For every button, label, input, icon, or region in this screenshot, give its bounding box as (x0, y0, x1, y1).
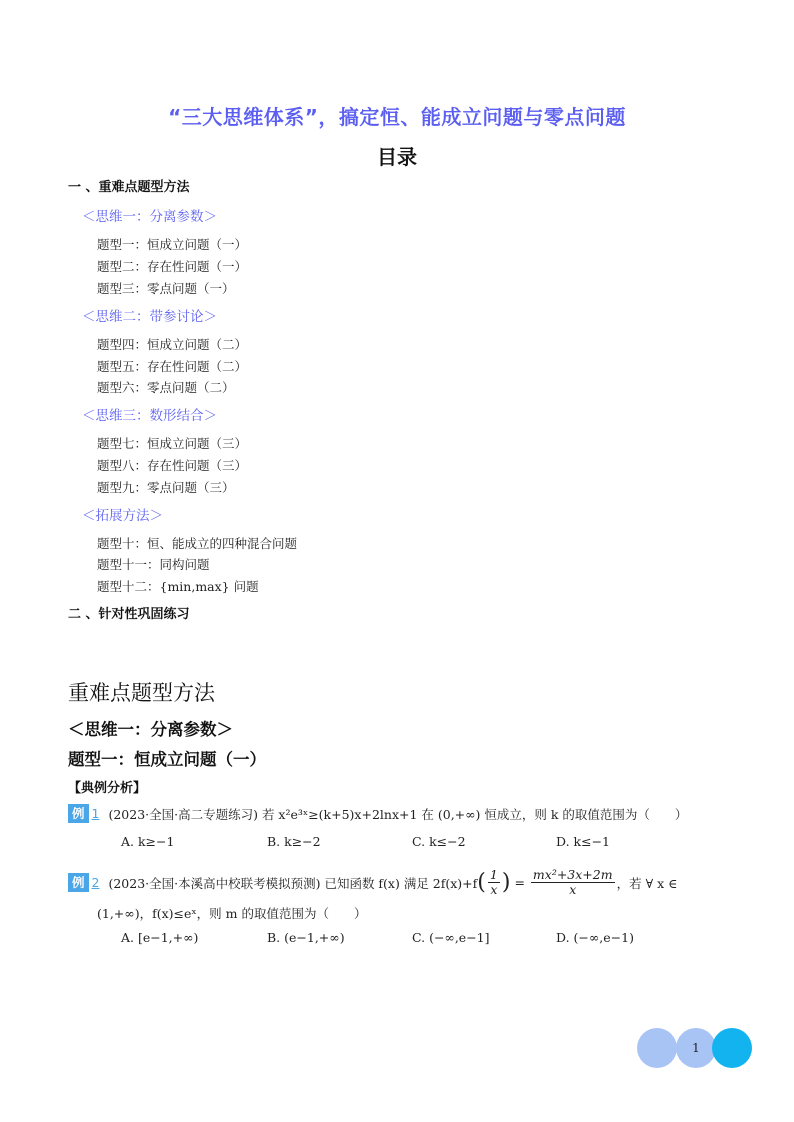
fraction-one-over-x (488, 868, 500, 897)
example-1 (68, 804, 687, 823)
toc-item-9[interactable]: 题型九：零点问题（三） (97, 480, 235, 495)
footer-decor-circle (637, 1028, 677, 1068)
example-2-option-b: B. (e−1,+∞) (267, 930, 345, 945)
example-2 (68, 868, 677, 897)
example-1-option-d: D. k≤−1 (556, 834, 610, 849)
toc-item-4[interactable]: 题型四：恒成立问题（二） (97, 337, 248, 352)
fraction-numerator: mx²+3x+2m (532, 867, 613, 882)
example-2-text-before: (2023·全国·本溪高中校联考模拟预测) 已知函数 f(x) 满足 2f(x)+f (108, 875, 478, 891)
example-2-option-d: D. (−∞,e−1) (556, 930, 634, 945)
toc-section-2[interactable]: 二 、针对性巩固练习 (68, 607, 190, 622)
example-1-option-a: A. k≥−1 (121, 834, 175, 849)
example-badge-label: 例 (68, 873, 89, 892)
toc-item-7[interactable]: 题型七：恒成立问题（三） (97, 436, 248, 451)
fraction-denominator: x (490, 882, 498, 897)
example-2-badge (68, 873, 102, 892)
fraction-denominator: x (569, 882, 577, 897)
example-analysis-label: 【典例分析】 (68, 781, 147, 796)
toc-heading: 目录 (377, 145, 417, 169)
toc-item-8[interactable]: 题型八：存在性问题（三） (97, 458, 248, 473)
example-1-text: (2023·全国·高二专题练习) 若 x²e³ˣ≥(k+5)x+2lnx+1 在 (0,+∞) 恒成立，则 k 的取值范围为（ ） (108, 806, 688, 822)
subsection-heading: ＜思维一：分离参数＞ (68, 720, 233, 739)
toc-think-2[interactable]: ＜思维二：带参讨论＞ (82, 309, 217, 325)
fraction-rhs (531, 868, 615, 897)
example-2-line-2: (1,+∞)，f(x)≤eˣ，则 m 的取值范围为（ ） (97, 906, 367, 921)
example-2-option-a: A. [e−1,+∞) (121, 930, 199, 945)
example-badge-number[interactable]: 2 (91, 875, 100, 890)
example-1-option-c: C. k≤−2 (412, 834, 466, 849)
toc-item-6[interactable]: 题型六：零点问题（二） (97, 380, 235, 395)
equals-sign: = (514, 875, 525, 890)
toc-item-12[interactable]: 题型十二：{min,max} 问题 (97, 579, 259, 594)
page-number: 1 (692, 1041, 700, 1055)
toc-item-2[interactable]: 题型二：存在性问题（一） (97, 259, 248, 274)
document-title: “三大思维体系”，搞定恒、能成立问题与零点问题 (168, 105, 626, 129)
fraction-numerator: 1 (489, 867, 498, 882)
section-heading: 重难点题型方法 (68, 681, 215, 705)
right-paren: ) (501, 869, 511, 895)
example-1-badge (68, 804, 102, 823)
toc-think-1[interactable]: ＜思维一：分离参数＞ (82, 209, 217, 225)
page-number-circle (676, 1028, 716, 1068)
toc-think-3[interactable]: ＜思维三：数形结合＞ (82, 408, 217, 424)
toc-item-3[interactable]: 题型三：零点问题（一） (97, 281, 235, 296)
toc-item-10[interactable]: 题型十：恒、能成立的四种混合问题 (97, 536, 298, 551)
toc-item-5[interactable]: 题型五：存在性问题（二） (97, 359, 248, 374)
toc-item-1[interactable]: 题型一：恒成立问题（一） (97, 237, 248, 252)
example-2-text-after: ，若 ∀ x ∈ (616, 875, 678, 891)
toc-section-1[interactable]: 一 、重难点题型方法 (68, 180, 190, 195)
problem-type-heading: 题型一：恒成立问题（一） (68, 750, 266, 769)
example-1-option-b: B. k≥−2 (267, 834, 321, 849)
example-badge-label: 例 (68, 804, 89, 823)
example-2-option-c: C. (−∞,e−1] (412, 930, 490, 945)
example-badge-number[interactable]: 1 (91, 806, 100, 821)
toc-think-4[interactable]: ＜拓展方法＞ (82, 508, 163, 524)
toc-item-11[interactable]: 题型十一：同构问题 (97, 557, 210, 572)
footer-decor-circle-accent (712, 1028, 752, 1068)
left-paren: ( (477, 869, 486, 895)
